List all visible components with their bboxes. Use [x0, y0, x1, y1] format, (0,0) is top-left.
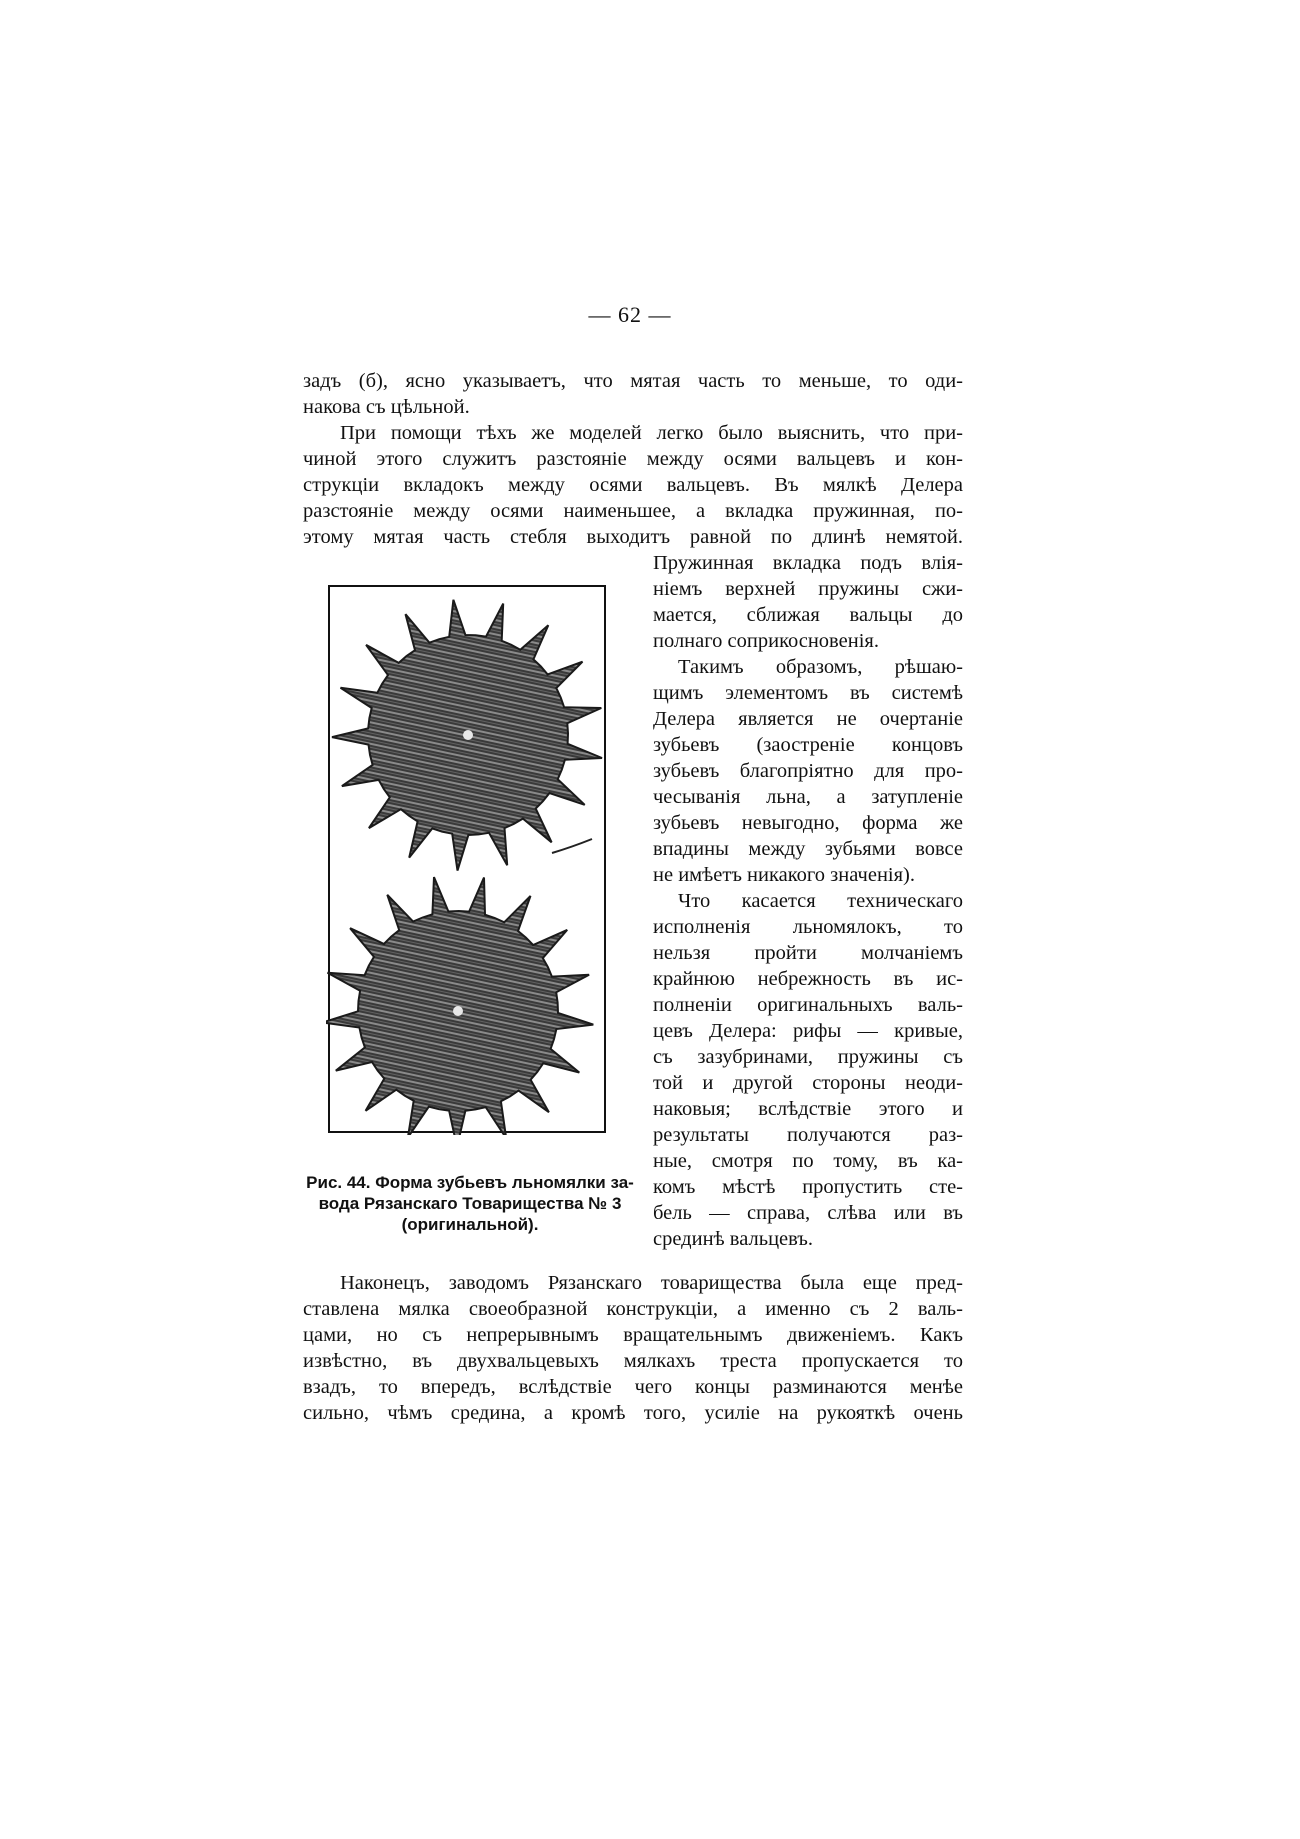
text-line: не имѣетъ никакого значенія).: [653, 864, 915, 886]
gear-photo: [326, 583, 608, 1135]
page-number: — 62 —: [588, 302, 672, 327]
text-line: сильно, чѣмъ средина, а кромѣ того, усиліе на рукояткѣ очень: [303, 1402, 963, 1424]
text-line: взадъ, то впередъ, вслѣдствіе чего концы разминаются менѣе: [303, 1376, 963, 1398]
text-line: ніемъ верхней пружины сжи-: [653, 578, 963, 600]
text-line: полнаго соприкосновенія.: [653, 630, 879, 652]
text-line: Делера является не очертаніе: [653, 708, 963, 730]
text-line: чесыванія льна, а затупленіе: [653, 786, 963, 808]
text-line: извѣстно, въ двухвальцевыхъ мялкахъ треста пропускается то: [303, 1350, 963, 1372]
text-line: накова съ цѣльной.: [303, 396, 470, 418]
text-line: цевъ Делера: рифы — кривые,: [653, 1020, 963, 1042]
caption-line: Рис. 44. Форма зубьевъ льномялки за-: [306, 1173, 634, 1192]
text-line: Что касается техническаго: [678, 890, 963, 912]
text-line: Наконецъ, заводомъ Рязанскаго товарищества была еще пред-: [340, 1272, 963, 1294]
text-line: полненіи оригинальныхъ валь-: [653, 994, 963, 1016]
text-line: крайнюю небрежность въ ис-: [653, 968, 963, 990]
text-line: щимъ элементомъ въ системѣ: [653, 682, 963, 704]
text-line: впадины между зубьями вовсе: [653, 838, 963, 860]
text-line: мается, сближая вальцы до: [653, 604, 963, 626]
text-line: При помощи тѣхъ же моделей легко было выяснить, что при-: [340, 422, 963, 444]
text-line: задъ (б), ясно указываетъ, что мятая часть то меньше, то оди-: [303, 370, 963, 392]
text-line: Такимъ образомъ, рѣшаю-: [678, 656, 963, 678]
text-line: результаты получаются раз-: [653, 1124, 963, 1146]
text-line: чиной этого служитъ разстояніе между осями вальцевъ и кон-: [303, 448, 963, 470]
text-line: наковыя; вслѣдствіе этого и: [653, 1098, 963, 1120]
text-line: нельзя пройти молчаніемъ: [653, 942, 963, 964]
text-line: зубьевъ благопріятно для про-: [653, 760, 963, 782]
text-line: комъ мѣстѣ пропустить сте-: [653, 1176, 963, 1198]
text-line: съ зазубринами, пружины съ: [653, 1046, 963, 1068]
text-line: Пружинная вкладка подъ влія-: [653, 552, 963, 574]
text-line: той и другой стороны неоди-: [653, 1072, 963, 1094]
text-line: струкціи вкладокъ между осями вальцевъ. Въ мялкѣ Делера: [303, 474, 963, 496]
text-line: ные, смотря по тому, въ ка-: [653, 1150, 963, 1172]
text-line: зубьевъ невыгодно, форма же: [653, 812, 963, 834]
text-line: разстояніе между осями наименьшее, а вкладка пружинная, по-: [303, 500, 963, 522]
gear-top-hub: [463, 730, 473, 740]
caption-line: вода Рязанскаго Товарищества № 3: [318, 1194, 622, 1213]
text-line: зубьевъ (заостреніе концовъ: [653, 734, 963, 756]
caption-line: (оригинальной).: [401, 1215, 539, 1234]
text-line: этому мятая часть стебля выходитъ равной по длинѣ немятой.: [303, 526, 963, 548]
text-line: ставлена мялка своеобразной конструкціи, а именно съ 2 валь-: [303, 1298, 963, 1320]
figure-caption: [300, 1172, 640, 1235]
text-line: исполненія льномялокъ, то: [653, 916, 963, 938]
text-line: бель — справа, слѣва или въ: [653, 1202, 963, 1224]
text-line: цами, но съ непрерывнымъ вращательнымъ движеніемъ. Какъ: [303, 1324, 963, 1346]
gear-figure: [326, 583, 608, 1135]
text-line: срединѣ вальцевъ.: [653, 1228, 814, 1250]
gear-bottom-hub: [453, 1006, 463, 1016]
